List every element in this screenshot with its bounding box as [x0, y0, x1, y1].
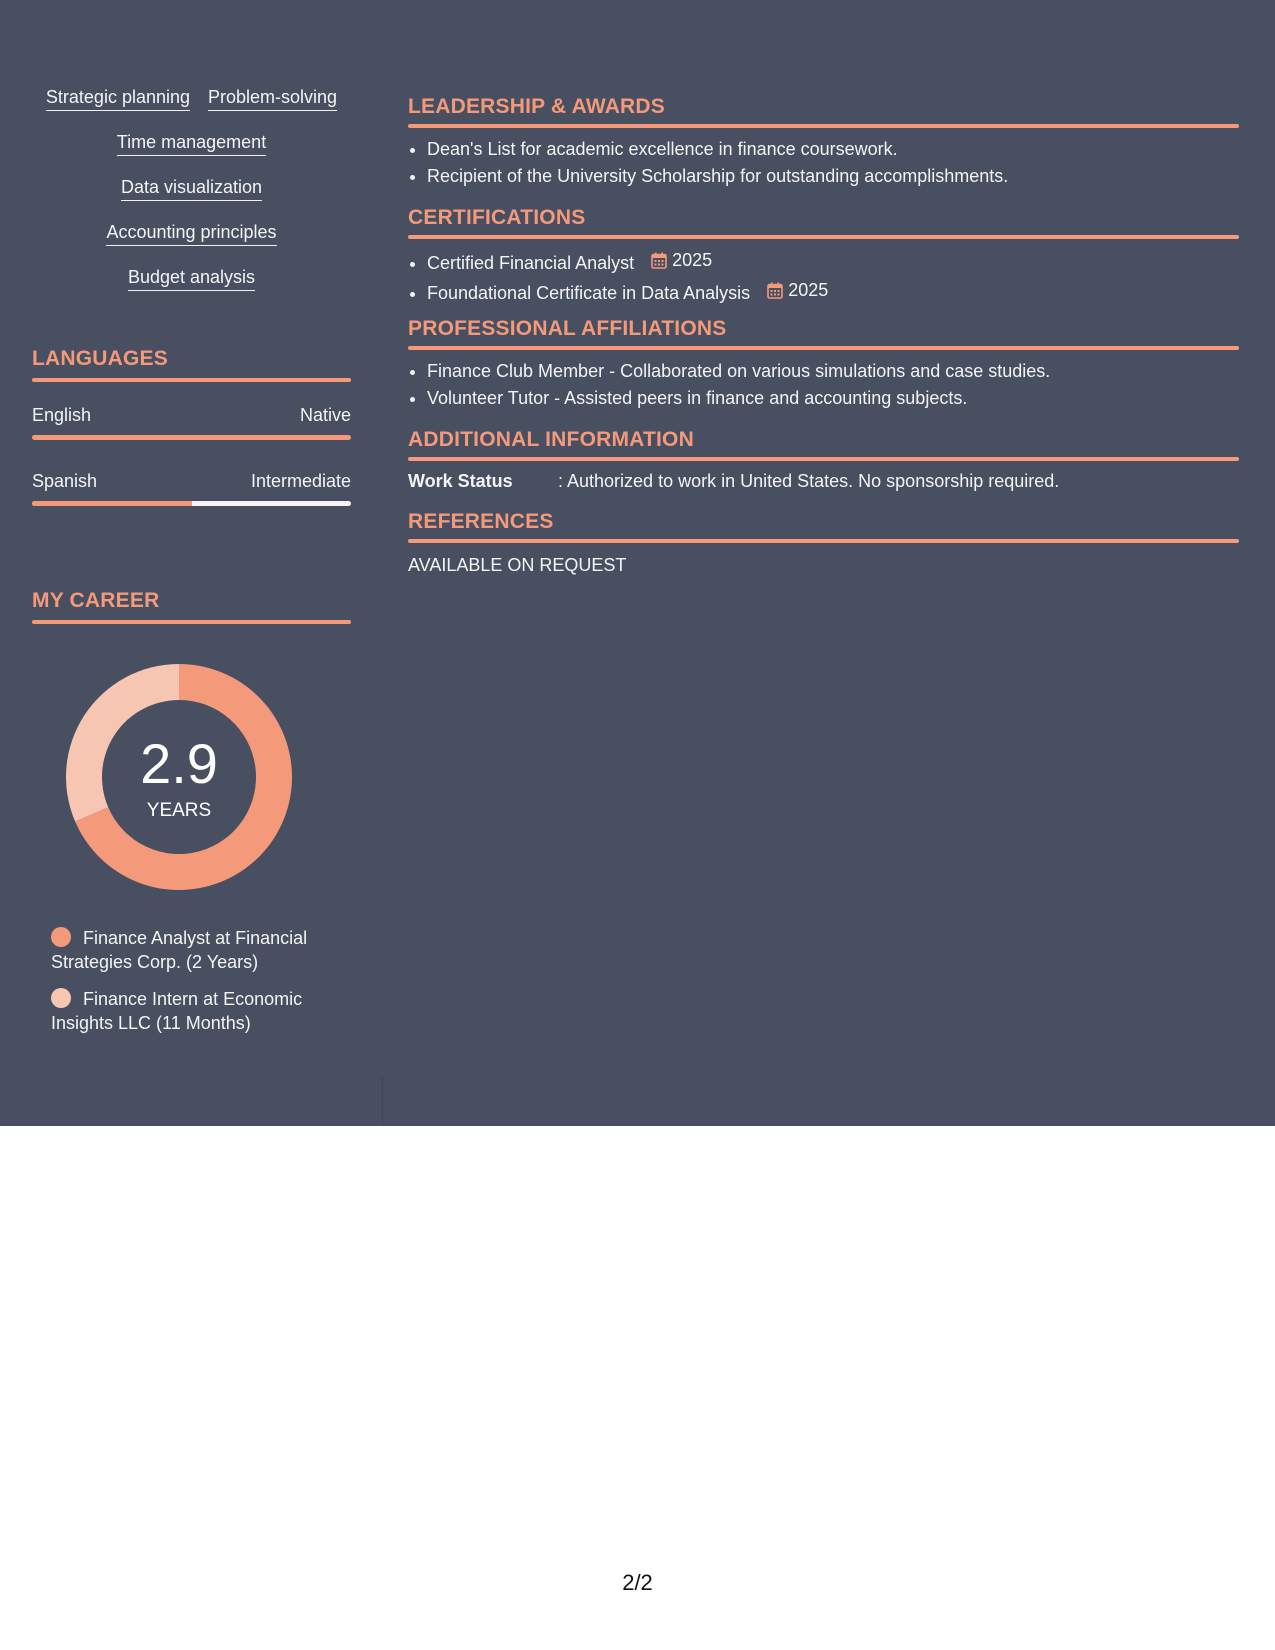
column-divider — [382, 1076, 383, 1126]
language-bar-fill — [32, 501, 192, 506]
list-item: • Recipient of the University Scholarship for outstanding accomplishments. — [427, 163, 1239, 190]
career-section — [32, 588, 351, 1033]
career-donut — [66, 664, 292, 890]
affiliations-title: PROFESSIONAL AFFILIATIONS — [408, 317, 727, 340]
list-item — [427, 247, 1239, 277]
calendar-icon — [651, 252, 667, 269]
language-bar — [32, 435, 351, 440]
skill-row — [32, 86, 351, 131]
section-rule — [408, 539, 1239, 543]
certifications-title: CERTIFICATIONS — [408, 206, 586, 229]
career-legend-item — [51, 987, 341, 1035]
affiliations-list — [408, 358, 1239, 412]
list-item: • Finance Club Member - Collaborated on various simulations and case studies. — [427, 358, 1239, 385]
calendar-icon — [767, 282, 783, 299]
career-total-unit: YEARS — [146, 800, 212, 821]
list-item — [427, 277, 1239, 307]
language-name: English — [32, 405, 92, 425]
language-name: Spanish — [32, 471, 98, 491]
certification-year: 2025 — [672, 250, 713, 270]
info-key: Work Status — [408, 471, 513, 491]
info-row — [408, 469, 1239, 493]
skill-tag: Time management — [117, 131, 266, 156]
additional-info-title: ADDITIONAL INFORMATION — [408, 428, 694, 451]
leadership-list — [408, 136, 1239, 190]
section-rule — [32, 620, 351, 624]
language-bar-fill — [32, 435, 351, 440]
certifications-section — [408, 205, 1239, 307]
skill-row — [32, 176, 351, 221]
legend-dot-icon — [51, 927, 71, 947]
references-section — [408, 509, 1239, 577]
certification-year: 2025 — [788, 280, 829, 300]
skill-tag: Accounting principles — [106, 221, 276, 246]
list-item: • Volunteer Tutor - Assisted peers in finance and accounting subjects. — [427, 385, 1239, 412]
section-rule — [408, 235, 1239, 239]
language-bar — [32, 501, 351, 506]
language-level: Intermediate — [250, 471, 351, 491]
section-rule — [32, 378, 351, 382]
languages-section — [32, 346, 351, 506]
skill-row — [32, 266, 351, 311]
career-legend-item — [51, 926, 341, 974]
section-rule — [408, 124, 1239, 128]
certification-name: Certified Financial Analyst — [427, 253, 635, 273]
additional-info-section — [408, 427, 1239, 493]
certification-date — [767, 277, 828, 304]
language-level: Native — [299, 405, 351, 425]
skill-tag: Problem-solving — [208, 86, 337, 111]
references-text: AVAILABLE ON REQUEST — [408, 555, 627, 575]
info-value: : Authorized to work in United States. No sponsorship required. — [558, 471, 1060, 491]
certification-name: Foundational Certificate in Data Analysis — [427, 283, 751, 303]
references-title: REFERENCES — [408, 510, 554, 533]
skills-section — [32, 86, 351, 311]
languages-title: LANGUAGES — [32, 347, 168, 370]
skill-tag: Data visualization — [121, 176, 262, 201]
legend-dot-icon — [51, 988, 71, 1008]
language-item — [32, 404, 351, 440]
skill-tag: Strategic planning — [46, 86, 190, 111]
skill-tag: Budget analysis — [128, 266, 255, 291]
skill-row — [32, 221, 351, 266]
section-rule — [408, 346, 1239, 350]
leadership-section — [408, 94, 1239, 190]
career-legend-label: Finance Analyst at Financial Strategies Corp. (2 Years) — [51, 928, 308, 972]
career-title: MY CAREER — [32, 589, 160, 612]
leadership-title: LEADERSHIP & AWARDS — [408, 95, 665, 118]
page-number: 2/2 — [622, 1570, 653, 1595]
skill-row — [32, 131, 351, 176]
career-legend — [51, 926, 341, 1048]
list-item: • Dean's List for academic excellence in finance coursework. — [427, 136, 1239, 163]
certification-date — [651, 247, 712, 274]
language-item — [32, 470, 351, 506]
affiliations-section — [408, 316, 1239, 412]
career-total-value: 2.9 — [140, 732, 218, 795]
section-rule — [408, 457, 1239, 461]
certifications-list — [408, 247, 1239, 307]
career-legend-label: Finance Intern at Economic Insights LLC (11 Months) — [51, 989, 303, 1033]
